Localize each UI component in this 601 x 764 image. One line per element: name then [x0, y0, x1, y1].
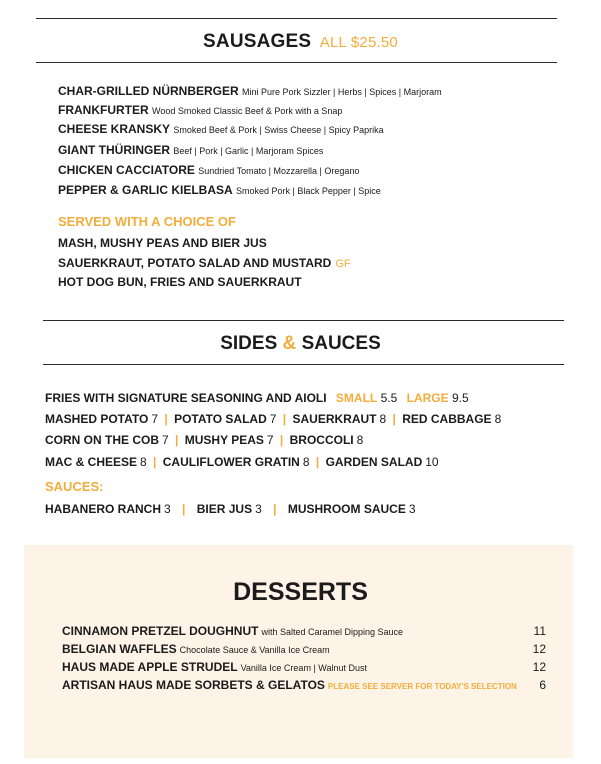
item-description: Mini Pure Pork Sizzler | Herbs | Spices | Marjoram [242, 87, 442, 97]
sauce-price: 3 [255, 502, 262, 516]
sauce-price: 3 [408, 502, 416, 516]
separator: | [279, 433, 284, 447]
sauces-row [45, 502, 416, 516]
side-price: 8 [494, 412, 502, 426]
size-label-large: LARGE [406, 391, 449, 405]
separator: | [175, 433, 179, 447]
choice-item [58, 275, 302, 289]
dessert-item [62, 642, 546, 656]
dessert-price: 6 [539, 678, 546, 692]
side-price: 7 [266, 433, 274, 447]
side-price: 7 [269, 412, 277, 426]
item-name: FRANKFURTER [58, 103, 149, 117]
separator: | [273, 502, 277, 516]
choice-heading: SERVED WITH A CHOICE OF [58, 214, 236, 229]
side-row [45, 433, 363, 447]
item-description: Sundried Tomato | Mozzarella | Oregano [198, 166, 360, 176]
side-name: CORN ON THE COB [45, 433, 159, 447]
separator: | [153, 455, 157, 469]
dessert-item [62, 660, 546, 674]
side-row-fries [45, 391, 469, 405]
choice-item [58, 256, 351, 270]
dessert-price: 11 [533, 624, 546, 638]
side-row [45, 455, 439, 469]
sides-title-amp: & [282, 333, 297, 354]
item-name: PEPPER & GARLIC KIELBASA [58, 183, 233, 197]
item-name: CHAR-GRILLED NÜRNBERGER [58, 84, 239, 98]
side-name: FRIES WITH SIGNATURE SEASONING AND AIOLI [45, 391, 327, 405]
gluten-free-badge: GF [335, 258, 351, 270]
sides-heading [0, 333, 601, 355]
size-label-small: SMALL [335, 391, 378, 405]
side-name: MAC & CHEESE [45, 455, 138, 469]
separator: | [392, 412, 396, 426]
side-row [45, 412, 501, 426]
sauces-heading: SAUCES: [45, 479, 104, 494]
side-name: GARDEN SALAD [325, 455, 423, 469]
menu-item-sausage [58, 183, 381, 197]
side-price: 7 [151, 412, 159, 426]
side-price: 10 [425, 455, 439, 469]
dessert-name: HAUS MADE APPLE STRUDEL [62, 660, 238, 674]
item-description: Wood Smoked Classic Beef & Pork with a Snap [152, 106, 343, 116]
dessert-name: ARTISAN HAUS MADE SORBETS & GELATOS [62, 678, 325, 692]
separator: | [182, 502, 186, 516]
item-description: Smoked Beef & Pork | Swiss Cheese | Spicy Paprika [173, 125, 384, 135]
sauce-price: 3 [164, 502, 171, 516]
sausages-price-note: ALL $25.50 [319, 34, 398, 51]
side-price: 9.5 [451, 391, 469, 405]
side-name: MUSHY PEAS [184, 433, 264, 447]
menu-item-sausage [58, 103, 342, 117]
menu-item-sausage [58, 84, 442, 98]
desserts-title: DESSERTS [233, 578, 368, 606]
side-price: 8 [140, 455, 147, 469]
item-name: CHICKEN CACCIATORE [58, 163, 195, 177]
item-name: GIANT THÜRINGER [58, 143, 170, 157]
dessert-price: 12 [532, 642, 546, 656]
side-price: 5.5 [380, 391, 398, 405]
separator: | [282, 412, 287, 426]
divider-sides-bottom [43, 364, 564, 365]
item-description: Beef | Pork | Garlic | Marjoram Spices [173, 146, 324, 156]
choice-text: SAUERKRAUT, POTATO SALAD AND MUSTARD [58, 256, 332, 270]
sausages-heading [0, 31, 601, 53]
dessert-note: PLEASE SEE SERVER FOR TODAY'S SELECTION [327, 682, 517, 691]
choice-text: HOT DOG BUN, FRIES AND SAUERKRAUT [58, 275, 302, 289]
side-name: CAULIFLOWER GRATIN [162, 455, 300, 469]
dessert-item [62, 624, 546, 638]
separator: | [164, 412, 168, 426]
dessert-name: BELGIAN WAFFLES [62, 642, 177, 656]
side-name: SAUERKRAUT [292, 412, 377, 426]
dessert-item [62, 678, 546, 692]
side-price: 8 [356, 433, 364, 447]
side-name: RED CABBAGE [402, 412, 492, 426]
dessert-description: Vanilla Ice Cream | Walnut Dust [240, 663, 367, 673]
side-price: 8 [302, 455, 310, 469]
side-name: BROCCOLI [289, 433, 354, 447]
sauce-name: BIER JUS [196, 502, 253, 516]
side-price: 7 [162, 433, 169, 447]
dessert-description: Chocolate Sauce & Vanilla Ice Cream [179, 645, 330, 655]
item-description: Smoked Pork | Black Pepper | Spice [236, 186, 381, 196]
menu-item-sausage [58, 163, 359, 177]
sides-title-left: SIDES [220, 333, 278, 354]
side-price: 8 [379, 412, 387, 426]
sausages-title: SAUSAGES [203, 31, 312, 52]
menu-item-sausage [58, 143, 323, 157]
sides-title-right: SAUCES [301, 333, 381, 354]
sauce-name: HABANERO RANCH [45, 502, 161, 516]
side-name: POTATO SALAD [174, 412, 267, 426]
dessert-name: CINNAMON PRETZEL DOUGHNUT [62, 624, 259, 638]
sauce-name: MUSHROOM SAUCE [287, 502, 406, 516]
choice-text: MASH, MUSHY PEAS AND BIER JUS [58, 236, 267, 250]
divider-sides-top [43, 320, 564, 321]
item-name: CHEESE KRANSKY [58, 122, 171, 136]
divider-sausages [36, 62, 557, 63]
menu-item-sausage [58, 122, 384, 136]
choice-item [58, 236, 267, 250]
dessert-description: with Salted Caramel Dipping Sauce [261, 627, 404, 637]
dessert-price: 12 [532, 660, 546, 674]
separator: | [315, 455, 320, 469]
divider-top [36, 18, 557, 19]
side-name: MASHED POTATO [45, 412, 149, 426]
